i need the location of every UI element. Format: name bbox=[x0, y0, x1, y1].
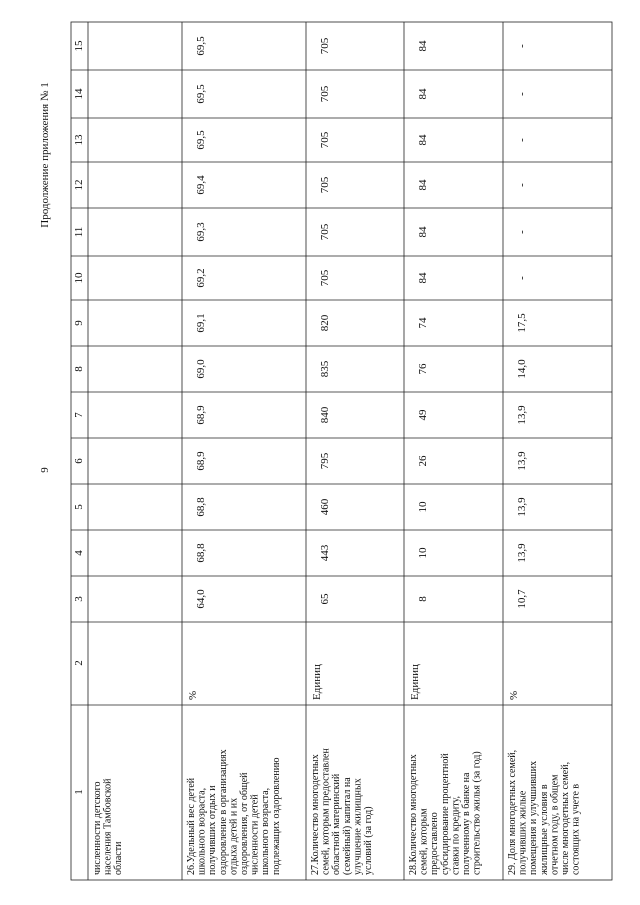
row-value: 705 bbox=[319, 37, 331, 55]
row-name-line: 27.Количество многодетных bbox=[310, 754, 321, 875]
row-value: 84 bbox=[417, 226, 429, 238]
row-value: - bbox=[516, 183, 528, 187]
row-unit: Единиц bbox=[409, 664, 421, 700]
row-name-line: предоставлено bbox=[429, 812, 441, 875]
row-value: 68,9 bbox=[195, 405, 207, 425]
column-number: 12 bbox=[73, 179, 85, 191]
row-value: 68,8 bbox=[195, 497, 207, 517]
table-border bbox=[71, 22, 612, 880]
row-name-line: получивших жилые bbox=[517, 790, 529, 875]
row-value: 14,0 bbox=[516, 359, 528, 379]
column-number: 5 bbox=[73, 504, 85, 510]
row-value: 705 bbox=[319, 223, 331, 241]
continuation-title: Продолжение приложения № 1 bbox=[39, 82, 51, 228]
row-name-line: субсидирование процентной bbox=[439, 753, 451, 875]
column-number: 2 bbox=[73, 660, 85, 666]
row-value: 68,9 bbox=[195, 451, 207, 471]
row-value: 69,4 bbox=[195, 175, 207, 195]
row-name-line: школьного возраста, bbox=[260, 787, 272, 875]
row-value: 13,9 bbox=[516, 451, 528, 471]
row-value: 84 bbox=[417, 134, 429, 146]
row-unit: % bbox=[508, 690, 520, 700]
row-value: 705 bbox=[319, 176, 331, 194]
row-name-line: областной материнский bbox=[331, 773, 343, 875]
row-value: 10 bbox=[417, 501, 429, 513]
row-value: 69,5 bbox=[195, 36, 207, 56]
row-name-line: строительство жилья (за год) bbox=[471, 751, 483, 875]
row-value: - bbox=[516, 44, 528, 48]
row-name-line: ставки по кредиту, bbox=[450, 796, 462, 875]
column-number: 7 bbox=[73, 412, 85, 418]
row-name-line: 28.Количество многодетных bbox=[408, 754, 419, 875]
row-value: 69,2 bbox=[195, 268, 207, 288]
row-name-line: улучшение жилищных bbox=[352, 778, 364, 875]
row-value: 68,8 bbox=[195, 543, 207, 563]
row-value: 84 bbox=[417, 88, 429, 100]
row-value: - bbox=[516, 138, 528, 142]
table-grid bbox=[71, 22, 612, 880]
row-name-line: отчетном году, в общем bbox=[549, 774, 561, 875]
row-value: 840 bbox=[319, 406, 331, 424]
row-name-line: семей, которым bbox=[418, 808, 430, 875]
row-value: 705 bbox=[319, 85, 331, 103]
column-number: 14 bbox=[73, 88, 85, 100]
row-name-line: школьного возраста, bbox=[196, 787, 208, 875]
row-value: 69,5 bbox=[195, 130, 207, 150]
row-value: 64,0 bbox=[195, 589, 207, 609]
row-name-line: жилищные условия в bbox=[538, 784, 550, 875]
row-value: - bbox=[516, 276, 528, 280]
row-value: 69,1 bbox=[195, 313, 207, 333]
row-name-line: полученному в банке на bbox=[461, 772, 472, 875]
row-name-line: оздоровление в организациях bbox=[217, 749, 229, 875]
row-value: 8 bbox=[417, 596, 429, 602]
row-value: 460 bbox=[319, 498, 331, 516]
row-name-line: помещения и улучшивших bbox=[528, 760, 540, 875]
page-number: 9 bbox=[39, 467, 51, 473]
row-value: 13,9 bbox=[516, 405, 528, 425]
row-unit: % bbox=[187, 690, 199, 700]
row-value: 17,5 bbox=[516, 313, 528, 333]
column-number: 15 bbox=[73, 40, 85, 52]
row-value: - bbox=[516, 92, 528, 96]
row-value: 49 bbox=[417, 409, 429, 421]
row-value: - bbox=[516, 230, 528, 234]
row-name-line: оздоровления, от общей bbox=[239, 772, 250, 875]
row-name-line: условий (за год) bbox=[363, 806, 374, 875]
row-value: 705 bbox=[319, 269, 331, 287]
column-number: 6 bbox=[73, 458, 85, 464]
row-value: 10 bbox=[417, 547, 429, 559]
row-value: 69,3 bbox=[195, 222, 207, 242]
row-value: 65 bbox=[319, 593, 331, 605]
row-value: 84 bbox=[417, 179, 429, 191]
row-value: 705 bbox=[319, 131, 331, 149]
row-value: 69,5 bbox=[195, 84, 207, 104]
row-name-line: получивших отдых и bbox=[207, 785, 219, 875]
column-number: 1 bbox=[73, 789, 85, 795]
row-name-line: отдыха детей и их bbox=[228, 797, 240, 875]
row-value: 835 bbox=[319, 360, 331, 378]
column-number: 13 bbox=[73, 134, 85, 146]
row-value: 443 bbox=[319, 544, 331, 562]
column-number: 3 bbox=[73, 596, 85, 602]
column-number: 4 bbox=[73, 550, 85, 556]
row-value: 26 bbox=[417, 455, 429, 467]
row-value: 69,0 bbox=[195, 359, 207, 379]
row-name-line: числе многодетных семей, bbox=[560, 761, 571, 875]
row-name-line: численности детского bbox=[92, 781, 103, 875]
column-number: 8 bbox=[73, 366, 85, 372]
row-name-line: 29. Доля многодетных семей, bbox=[507, 749, 518, 875]
row-name-line: подлежащих оздоровлению bbox=[270, 757, 282, 875]
row-value: 13,9 bbox=[516, 543, 528, 563]
row-value: 84 bbox=[417, 272, 429, 284]
row-name-line: населения Тамбовской bbox=[102, 778, 114, 875]
row-name-line: численности детей bbox=[249, 794, 261, 875]
row-name-line: семей, которым предоставлен bbox=[320, 748, 332, 875]
row-name-line: 26.Удельный вес детей bbox=[186, 777, 197, 875]
column-number: 10 bbox=[73, 272, 85, 284]
row-name-line: области bbox=[113, 841, 125, 875]
row-value: 820 bbox=[319, 314, 331, 332]
row-name-line: (семейный) капитал на bbox=[341, 777, 353, 875]
row-value: 10,7 bbox=[516, 589, 528, 609]
row-value: 84 bbox=[417, 40, 429, 52]
row-value: 13,9 bbox=[516, 497, 528, 517]
row-unit: Единиц bbox=[311, 664, 323, 700]
row-value: 74 bbox=[417, 317, 429, 329]
column-number: 11 bbox=[73, 226, 85, 238]
row-value: 76 bbox=[417, 363, 429, 375]
row-value: 795 bbox=[319, 452, 331, 470]
row-name-line: состоящих на учете в bbox=[570, 783, 582, 875]
column-number: 9 bbox=[73, 320, 85, 326]
